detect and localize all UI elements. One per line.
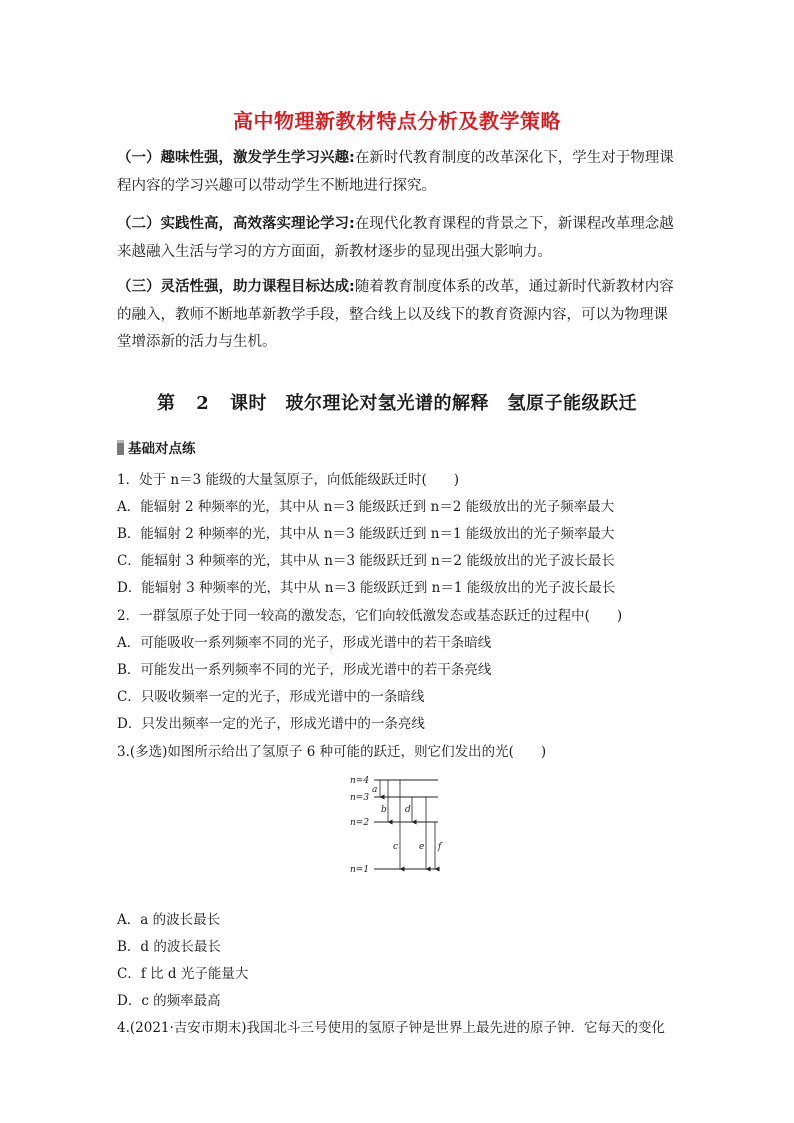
- level-label-n2: n=2: [350, 818, 370, 828]
- question-3-option-d: D．c 的频率最高: [117, 993, 221, 1009]
- question-1-stem: 1．处于 n＝3 能级的大量氢原子，向低能级跃迁时( ): [117, 472, 459, 488]
- question-2-option-a: A．可能吸收一系列频率不同的光子，形成光谱中的若干条暗线: [117, 635, 492, 651]
- question-1-option-b: B．能辐射 2 种频率的光，其中从 n＝3 能级跃迁到 n＝1 能级放出的光子频率最大: [117, 526, 615, 542]
- question-3-option-c: C．f 比 d 光子能量大: [117, 966, 249, 982]
- intro-paragraph-1: [117, 145, 677, 200]
- intro-label-3: （三）灵活性强，助力课程目标达成:: [117, 279, 355, 295]
- question-1-option-d: D．能辐射 3 种频率的光，其中从 n＝3 能级跃迁到 n＝1 能级放出的光子波长最长: [117, 580, 616, 596]
- intro-label-2: （二）实践性高，高效落实理论学习:: [117, 216, 355, 232]
- level-label-n4: n=4: [350, 776, 370, 786]
- section-marker-icon: [117, 440, 124, 455]
- question-2-option-c: C．只吸收频率一定的光子，形成光谱中的一条暗线: [117, 689, 425, 705]
- transition-label-a: a: [372, 785, 378, 795]
- page-title: 高中物理新教材特点分析及教学策略: [233, 109, 561, 133]
- intro-text-1: 在新时代教育制度的改革深化下，学生对于物理课程内容的学习兴趣可以带动学生不断地进行探究。: [117, 150, 674, 194]
- section-header: [117, 437, 196, 457]
- transition-label-e: e: [419, 842, 425, 852]
- level-label-n1: n=1: [350, 865, 370, 875]
- question-3-option-a: A．a 的波长最长: [117, 912, 221, 928]
- question-1-option-a: A．能辐射 2 种频率的光，其中从 n＝3 能级跃迁到 n＝2 能级放出的光子频率最大: [117, 499, 615, 515]
- level-label-n3: n=3: [350, 793, 370, 803]
- transition-label-c: c: [393, 842, 399, 852]
- question-3-stem: 3.(多选)如图所示给出了氢原子 6 种可能的跃迁，则它们发出的光( ): [117, 744, 547, 760]
- energy-level-diagram: [340, 770, 470, 880]
- intro-paragraph-3: [117, 274, 677, 357]
- question-2-option-d: D．只发出频率一定的光子，形成光谱中的一条亮线: [117, 716, 425, 732]
- intro-paragraph-2: [117, 211, 677, 266]
- question-2-option-b: B．可能发出一系列频率不同的光子，形成光谱中的若干条亮线: [117, 662, 492, 678]
- intro-label-1: （一）趣味性强，激发学生学习兴趣:: [117, 150, 355, 166]
- intro-text-3: 随着教育制度体系的改革，通过新时代新教材内容的融入，教师不断地革新教学手段，整合线上以及线下的教育资源内容，可以为物理课堂增添新的活力与生机。: [117, 279, 674, 350]
- question-4-stem: 4.(2021·吉安市期末)我国北斗三号使用的氢原子钟是世界上最先进的原子钟．它每天的变化: [117, 1020, 666, 1036]
- section-title: 基础对点练: [128, 441, 196, 457]
- lesson-title: 第 2 课时 玻尔理论对氢光谱的解释 氢原子能级跃迁: [156, 393, 638, 414]
- question-3-option-b: B．d 的波长最长: [117, 939, 221, 955]
- question-2-stem: 2．一群氢原子处于同一较高的激发态，它们向较低激发态或基态跃迁的过程中( ): [117, 608, 623, 624]
- question-1-option-c: C．能辐射 3 种频率的光，其中从 n＝3 能级跃迁到 n＝2 能级放出的光子波长最长: [117, 553, 615, 569]
- transition-label-b: b: [381, 805, 387, 815]
- intro-text-2: 在现代化教育课程的背景之下，新课程改革理念越来越融入生活与学习的方方面面，新教材逐步的显现出强大影响力。: [117, 216, 674, 260]
- transition-label-d: d: [405, 805, 411, 815]
- transition-label-f: f: [438, 842, 442, 852]
